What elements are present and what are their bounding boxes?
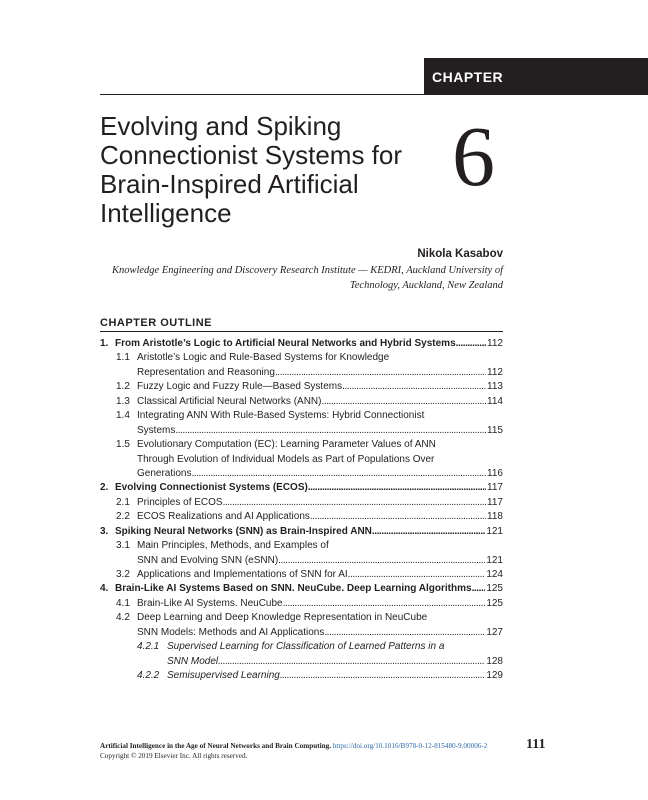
toc-entry-number: 1.5 xyxy=(116,439,130,451)
toc-entry[interactable] xyxy=(100,453,503,467)
toc-entry-text: From Aristotle’s Logic to Artificial Neural Networks and Hybrid Systems xyxy=(115,338,456,349)
table-of-contents xyxy=(100,337,503,684)
toc-entry-number: 1.1 xyxy=(116,352,130,364)
toc-page-number: 118 xyxy=(487,511,503,523)
toc-entry[interactable] xyxy=(100,669,503,683)
toc-page-number: 115 xyxy=(487,424,503,436)
toc-entry-number: 1.3 xyxy=(116,395,130,407)
toc-leader-dots xyxy=(310,510,486,524)
toc-entry-number: 3. xyxy=(100,525,109,537)
toc-page-number: 112 xyxy=(487,366,503,378)
toc-leader-dots xyxy=(372,525,485,539)
toc-page-number: 129 xyxy=(486,670,503,682)
toc-leader-dots xyxy=(456,337,486,351)
toc-leader-dots xyxy=(348,568,486,582)
toc-page-number: 125 xyxy=(486,597,503,609)
toc-entry-number: 3.1 xyxy=(116,540,130,552)
toc-entry-number: 4.2 xyxy=(116,612,130,624)
toc-entry-text: Spiking Neural Networks (SNN) as Brain-Inspired ANN xyxy=(115,525,372,537)
chapter-number: 6 xyxy=(452,108,495,204)
toc-leader-dots xyxy=(342,380,486,394)
toc-entry-text: Integrating ANN With Rule-Based Systems: Hybrid Connectionist xyxy=(137,410,425,422)
toc-entry-text: Representation and Reasoning xyxy=(137,366,275,378)
outline-rule xyxy=(100,331,503,332)
title-line: Brain-Inspired Artificial xyxy=(100,169,359,199)
toc-leader-dots xyxy=(280,669,485,683)
outline-heading: CHAPTER OUTLINE xyxy=(100,317,212,329)
toc-entry[interactable] xyxy=(100,554,503,568)
toc-entry[interactable] xyxy=(100,611,503,625)
toc-entry[interactable] xyxy=(100,655,503,669)
page-footer xyxy=(100,742,487,761)
toc-entry-number: 4. xyxy=(100,583,109,595)
toc-entry[interactable] xyxy=(100,525,503,539)
toc-entry[interactable] xyxy=(100,640,503,654)
toc-entry-text: Evolving Connectionist Systems (ECOS) xyxy=(115,482,308,494)
toc-entry-text: Generations xyxy=(137,467,192,479)
toc-entry[interactable] xyxy=(100,510,503,524)
toc-entry[interactable] xyxy=(100,366,503,380)
toc-entry-text: Deep Learning and Deep Knowledge Representation in NeuCube xyxy=(137,612,428,624)
toc-entry[interactable] xyxy=(100,438,503,452)
toc-leader-dots xyxy=(324,626,485,640)
footer-copyright: Copyright © 2019 Elsevier Inc. All rights reserved. xyxy=(100,751,248,760)
toc-entry-number: 2.1 xyxy=(116,496,130,508)
toc-entry-number: 1. xyxy=(100,338,109,349)
toc-entry-number: 4.2.1 xyxy=(137,641,160,653)
toc-entry-text: Fuzzy Logic and Fuzzy Rule—Based Systems xyxy=(137,381,343,393)
toc-entry-text: Brain-Like AI Systems. NeuCube xyxy=(137,597,283,609)
toc-entry-text: Aristotle’s Logic and Rule-Based Systems for Knowledge xyxy=(137,352,390,364)
toc-page-number: 127 xyxy=(486,626,503,638)
top-rule xyxy=(100,94,600,95)
toc-entry-text: Evolutionary Computation (EC): Learning Parameter Values of ANN xyxy=(137,439,436,451)
toc-leader-dots xyxy=(175,424,486,438)
toc-entry-number: 1.2 xyxy=(116,381,130,393)
toc-page-number: 121 xyxy=(486,554,503,566)
toc-page-number: 124 xyxy=(486,569,503,580)
toc-leader-dots xyxy=(472,582,486,596)
author-name: Nikola Kasabov xyxy=(417,248,503,260)
title-line: Connectionist Systems for xyxy=(100,140,403,170)
toc-page-number: 117 xyxy=(487,482,503,494)
toc-entry-text: SNN and Evolving SNN (eSNN) xyxy=(137,554,279,566)
toc-entry-text: Through Evolution of Individual Models as Part of Populations Over xyxy=(137,453,435,465)
toc-page-number: 117 xyxy=(487,496,503,508)
toc-entry[interactable] xyxy=(100,351,503,365)
toc-entry[interactable] xyxy=(100,380,503,394)
toc-leader-dots xyxy=(321,395,486,409)
toc-entry[interactable] xyxy=(100,337,503,351)
toc-entry-text: Principles of ECOS xyxy=(137,496,223,508)
toc-entry-number: 4.2.2 xyxy=(137,670,160,682)
toc-leader-dots xyxy=(308,481,486,495)
toc-entry-text: Semisupervised Learning xyxy=(167,670,280,682)
toc-entry[interactable] xyxy=(100,539,503,553)
toc-leader-dots xyxy=(218,655,485,669)
affiliation-line: Technology, Auckland, New Zealand xyxy=(349,280,503,291)
toc-leader-dots xyxy=(223,496,486,510)
toc-page-number: 128 xyxy=(486,655,503,667)
footer-doi-link[interactable]: https://doi.org/10.1016/B978-0-12-815480-9.00006-2 xyxy=(332,742,488,750)
toc-entry-number: 1.4 xyxy=(116,410,130,422)
toc-page-number: 116 xyxy=(487,467,503,479)
toc-leader-dots xyxy=(278,554,485,568)
toc-entry-number: 2.2 xyxy=(116,511,130,523)
author-affiliation xyxy=(110,263,503,293)
toc-entry-text: Applications and Implementations of SNN for AI xyxy=(137,569,348,580)
toc-entry[interactable] xyxy=(100,597,503,611)
chapter-title xyxy=(100,112,420,228)
toc-entry-text: Main Principles, Methods, and Examples of xyxy=(137,540,329,552)
chapter-label: CHAPTER xyxy=(432,69,504,85)
toc-entry[interactable] xyxy=(100,424,503,438)
toc-entry-number: 2. xyxy=(100,482,109,494)
toc-entry-number: 3.2 xyxy=(116,569,130,580)
toc-entry-text: Supervised Learning for Classification of Learned Patterns in a xyxy=(167,641,445,653)
toc-page-number: 121 xyxy=(486,525,503,537)
toc-page-number: 114 xyxy=(487,395,503,407)
page-number: 111 xyxy=(526,737,546,752)
title-line: Intelligence xyxy=(100,198,232,228)
toc-leader-dots xyxy=(283,597,486,611)
toc-entry[interactable] xyxy=(100,395,503,409)
toc-leader-dots xyxy=(191,467,486,481)
toc-entry-number: 4.1 xyxy=(116,597,130,609)
toc-entry-text: Brain-Like AI Systems Based on SNN. NeuCube. Deep Learning Algorithms xyxy=(115,583,472,595)
toc-leader-dots xyxy=(275,366,486,380)
toc-entry-text: Systems xyxy=(137,424,176,436)
title-line: Evolving and Spiking xyxy=(100,111,342,141)
toc-entry[interactable] xyxy=(100,568,503,582)
toc-entry[interactable] xyxy=(100,409,503,423)
toc-entry[interactable] xyxy=(100,582,503,596)
affiliation-line: Knowledge Engineering and Discovery Research Institute — KEDRI, Auckland University of xyxy=(111,265,503,276)
toc-page-number: 125 xyxy=(486,583,503,595)
toc-page-number: 112 xyxy=(487,338,503,349)
toc-entry-text: ECOS Realizations and AI Applications xyxy=(137,511,310,523)
toc-entry[interactable] xyxy=(100,626,503,640)
toc-entry-text: SNN Model xyxy=(167,655,219,667)
toc-entry[interactable] xyxy=(100,481,503,495)
toc-page-number: 113 xyxy=(487,381,503,393)
toc-entry[interactable] xyxy=(100,496,503,510)
toc-entry-text: Classical Artificial Neural Networks (ANN) xyxy=(137,395,322,407)
toc-entry-text: SNN Models: Methods and AI Applications xyxy=(137,626,325,638)
footer-book-title: Artificial Intelligence in the Age of Neural Networks and Brain Computing. xyxy=(100,742,331,750)
toc-entry[interactable] xyxy=(100,467,503,481)
